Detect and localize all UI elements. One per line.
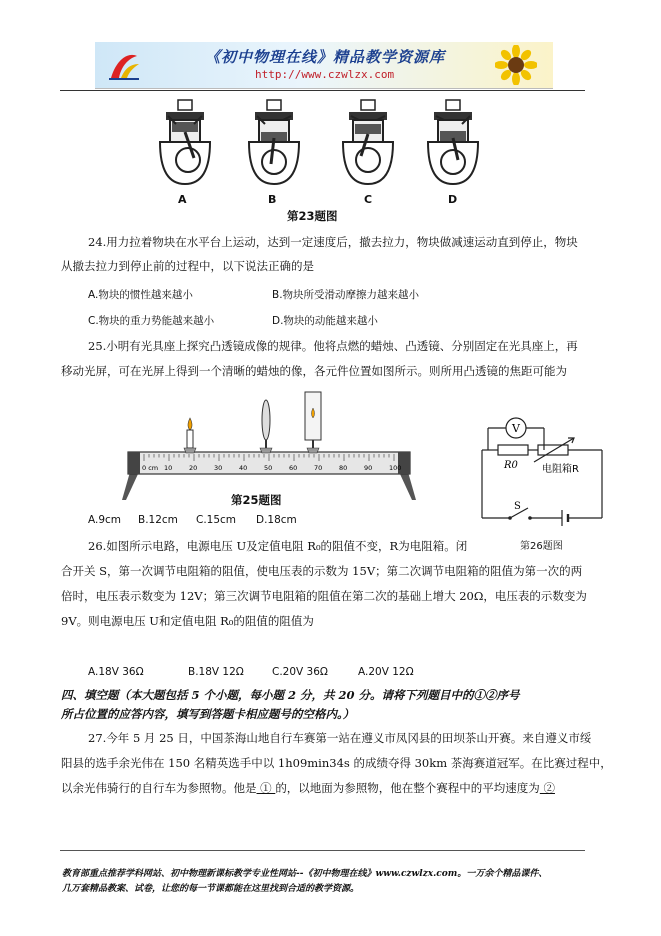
header-banner [95,42,553,89]
footer-line1: 教育部重点推荐学科网站、初中物理新课标教学专业性网站--《初中物理在线》www.czwlzx.com。一万余个精品课件、 [62,869,548,879]
section4-heading-line2: 所占位置的应答内容，填写到答题卡相应题号的空格内。） [61,707,355,721]
ruler-tick-label: 40 [239,464,248,472]
q26-text-line4: 9V。则电源电压 U和定值电阻 R₀的阻值的阻值为 [61,614,314,628]
q26-option-b: B.18V 12Ω [188,666,244,678]
q26-text-line2: 合开关 S，第一次调节电阻箱的阻值，使电压表的示数为 15V；第二次调节电阻箱的阻值为第一次的两 [61,564,583,578]
fig23-label-a: A [178,193,187,206]
fig23-label-b: B [268,193,277,206]
ruler-tick-label: 30 [214,464,223,472]
ruler-tick-label: 10 [164,464,173,472]
ruler-tick-label: 20 [189,464,198,472]
q27-line3-part2: 的，以地面为参照物，他在整个赛程中的平均速度为 [275,781,540,795]
logo-icon [107,50,141,82]
footer-line2: 几万套精品教案、试卷，让您的每一节课都能在这里找到合适的教学资源。 [62,884,360,894]
resistor-box-label: 电阻箱R [542,464,579,475]
q25-option-b: B.12cm [138,514,178,526]
q25-text-line2: 移动光屏，可在光屏上得到一个清晰的蜡烛的像，各元件位置如图所示。则所用凸透镜的焦距可能为 [61,364,567,378]
q27-text-line2: 阳县的选手余光伟在 150 名精英选手中以 1h09min34s 的成绩夺得 30km 茶海赛道冠军。在比赛过程中， [61,756,612,770]
engine-stroke-a [152,98,218,188]
figure-25-optical-bench [118,388,420,506]
q27-blank-1[interactable]: ① [256,781,276,795]
r0-label: R0 [504,460,518,471]
header-title: 《初中物理在线》精品教学资源库 [205,48,446,66]
engine-stroke-c [335,98,401,188]
q26-option-d: A.20V 12Ω [358,666,414,678]
fig23-caption: 第23题图 [287,209,338,223]
fig23-label-c: C [364,193,373,206]
q27-text-line3 [61,780,555,796]
fig25-caption: 第25题图 [231,493,282,507]
q24-text-line2: 从撤去拉力到停止前的过程中，以下说法正确的是 [61,259,314,273]
section4-heading-line1: 四、填空题（本大题包括 5 个小题，每小题 2 分，共 20 分。请将下列题目中的①②序号 [61,688,520,702]
q27-text-line1: 27.今年 5 月 25 日，中国茶海山地自行车赛第一站在遵义市凤冈县的田坝茶山开赛。来自遵义市绥 [88,731,592,745]
header-url[interactable]: http://www.czwlzx.com [255,68,395,81]
q27-line3-part1: 以余光伟骑行的自行车为参照物。他是 [61,781,257,795]
q24-option-b: B.物块所受滑动摩擦力越来越小 [272,289,420,301]
q24-option-d: D.物块的动能越来越小 [272,315,378,327]
fig26-caption: 第26题图 [520,541,563,552]
voltmeter-label: V [512,422,520,435]
engine-stroke-b [241,98,307,188]
ruler-tick-label: 60 [289,464,298,472]
q26-text-line3: 倍时，电压表示数变为 12V；第三次调节电阻箱的阻值在第二次的基础上增大 20Ω，电压表的示数变为 [61,589,587,603]
q25-text-line1: 25.小明有光具座上探究凸透镜成像的规律。他将点燃的蜡烛、凸透镜、分别固定在光具座上，再 [88,339,578,353]
q25-option-c: C.15cm [196,514,237,526]
q24-text-line1: 24.用力拉着物块在水平台上运动，达到一定速度后，撤去拉力，物块做减速运动直到停止，物块 [88,235,578,249]
engine-stroke-d [420,98,486,188]
q26-text-line1: 26.如图所示电路，电源电压 U及定值电阻 R₀的阻值不变，R为电阻箱。闭 [88,539,468,553]
ruler-tick-label: 0 cm [142,464,159,472]
ruler-tick-label: 70 [314,464,323,472]
sunflower-icon [495,45,537,85]
fig23-label-d: D [448,193,458,206]
q26-option-a: A.18V 36Ω [88,666,144,678]
figure-26-circuit [478,402,608,534]
footer-rule [60,850,585,851]
q27-blank-2[interactable]: ② [539,781,555,795]
q24-option-c: C.物块的重力势能越来越小 [88,315,215,327]
ruler-tick-label: 100 [389,464,402,472]
ruler-tick-label: 50 [264,464,273,472]
q26-option-c: C.20V 36Ω [272,666,328,678]
header-rule [60,90,585,91]
switch-label: S [514,501,521,512]
ruler-tick-label: 90 [364,464,373,472]
ruler-tick-label: 80 [339,464,348,472]
q25-option-d: D.18cm [256,514,297,526]
q25-option-a: A.9cm [88,514,122,526]
q24-option-a: A.物块的惯性越来越小 [88,289,193,301]
